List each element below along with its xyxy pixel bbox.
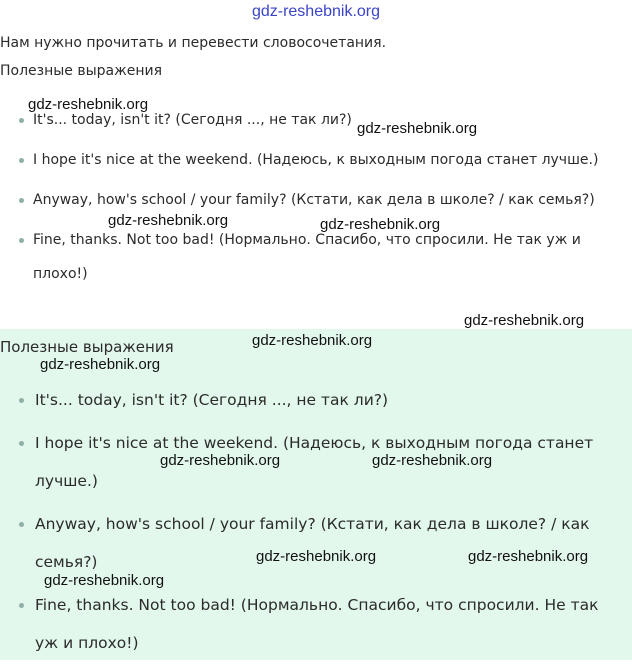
watermark: gdz-reshebnik.org [256, 548, 377, 565]
section1-title: Полезные выражения [0, 63, 163, 79]
list-item-text: It's... today, isn't it? (Сегодня ..., не так ли?) [33, 112, 352, 128]
bullet-icon [19, 198, 24, 203]
watermark: gdz-reshebnik.org [252, 332, 373, 349]
watermark: gdz-reshebnik.org [320, 216, 441, 233]
list-item-text: I hope it's nice at the weekend. (Надеюсь, к выходным погода станет лучше.) [33, 152, 599, 168]
bullet-icon [19, 158, 24, 163]
watermark: gdz-reshebnik.org [468, 548, 589, 565]
list-item-text: Anyway, how's school / your family? (Кстати, как дела в школе? / как семья?) [33, 192, 595, 208]
bullet-icon [19, 398, 24, 403]
list-item-text: Anyway, how's school / your family? (Кстати, как дела в школе? / как семья?) [35, 515, 590, 571]
section1-list [19, 103, 629, 297]
intro-text: Нам нужно прочитать и перевести словосочетания. [0, 35, 387, 51]
list-item-text: I hope it's nice at the weekend. (Надеюсь, к выходным погода станет лучше.) [35, 434, 594, 490]
watermark: gdz-reshebnik.org [44, 572, 165, 589]
bullet-icon [19, 603, 24, 608]
list-item [19, 381, 624, 419]
watermark: gdz-reshebnik.org [464, 312, 585, 329]
list-item [19, 505, 624, 581]
section2-title: Полезные выражения [0, 338, 174, 356]
watermark: gdz-reshebnik.org [28, 96, 149, 113]
watermark: gdz-reshebnik.org [40, 356, 161, 373]
bullet-icon [19, 238, 24, 243]
bullet-icon [19, 118, 24, 123]
section2-list [19, 381, 624, 667]
list-item [19, 143, 629, 177]
list-item [19, 586, 624, 662]
watermark: gdz-reshebnik.org [357, 120, 478, 137]
list-item-text: Fine, thanks. Not too bad! (Нормально. Спасибо, что спросили. Не так уж и плохо!) [33, 232, 581, 282]
bullet-icon [19, 441, 24, 446]
list-item [19, 424, 624, 500]
watermark: gdz-reshebnik.org [372, 452, 493, 469]
bullet-icon [19, 522, 24, 527]
list-item-text: Fine, thanks. Not too bad! (Нормально. Спасибо, что спросили. Не так уж и плохо!) [35, 596, 599, 652]
watermark: gdz-reshebnik.org [108, 212, 229, 229]
watermark: gdz-reshebnik.org [160, 452, 281, 469]
header-watermark: gdz-reshebnik.org [251, 3, 381, 20]
list-item-text: It's... today, isn't it? (Сегодня ..., не так ли?) [35, 391, 389, 409]
list-item [19, 223, 629, 291]
